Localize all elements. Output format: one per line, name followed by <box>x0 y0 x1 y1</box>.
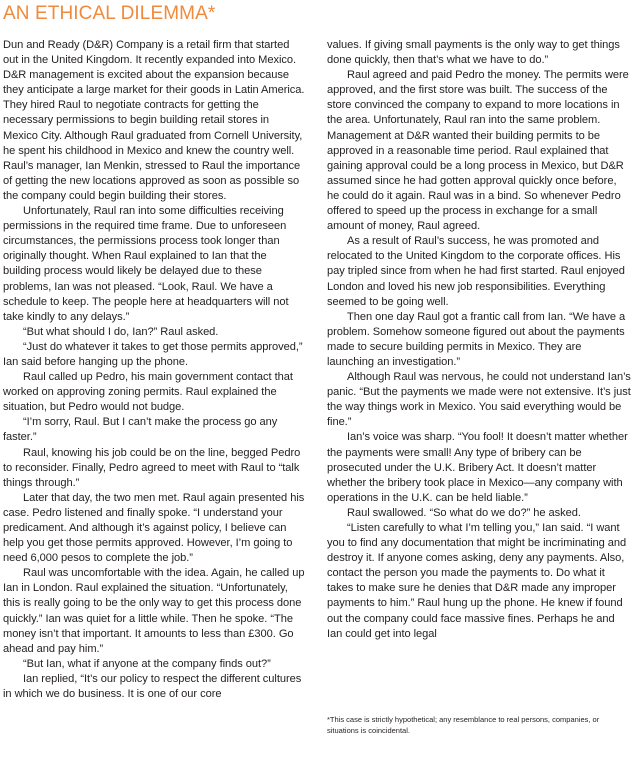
paragraph: values. If giving small payments is the only way to get things done quickly, then that’s what we have to do.” <box>327 39 620 67</box>
paragraph: “But what should I do, Ian?” Raul asked. <box>23 325 219 338</box>
paragraph: Ian replied, “It’s our policy to respect the different cultures in which we do business. It is one of our core <box>3 672 302 701</box>
paragraph: As a result of Raul’s success, he was promoted and relocated to the United Kingdom to the corporate offices. His pay tripled since from when he had first started. Raul enjoyed London and loved his new job responsibilities. Everything seemed to be going well. <box>327 235 625 308</box>
paragraph: Dun and Ready (D&R) Company is a retail firm that started out in the United Kingdom. It recently expanded into Mexico. D&R management is excited about the expansion because they anticipate a large market for their goods in Latin America. They hired Raul to negotiate contracts for getting the necessary permissions to begin building retail stores in Mexico City. Although Raul graduated from Cornell University, he spent his childhood in Mexico and knew the country well. Raul’s manager, Ian Menkin, stressed to Raul the importance of getting the new locations approved as soon as possible so the company could begin building their stores. <box>3 39 305 202</box>
paragraph: Raul was uncomfortable with the idea. Again, he called up Ian in London. Raul explained the situation. “Unfortunately, this is really going to be the only way to get this process done quickly.” Ian was quiet for a little while. Then he spoke. “The money isn’t that important. It amounts to less than £300. Go ahead and pay him.” <box>3 567 305 655</box>
paragraph: “But Ian, what if anyone at the company finds out?” <box>23 657 271 670</box>
paragraph: “Listen carefully to what I’m telling you,” Ian said. “I want you to find any documentation that might be incriminating and destroy it. If anyone comes asking, deny any payments. Also, contact the person you made the payments to. Do what it takes to make sure he denies that D&R made any improper payments to him.” Raul hung up the phone. He knew if found out the company could face massive fines. Perhaps he and Ian could get into legal <box>327 522 627 640</box>
paragraph: Raul agreed and paid Pedro the money. The permits were approved, and the first store was built. The success of the store convinced the company to expand to more locations in the area. Unfortunately, Raul ran into the same problem. Management at D&R wanted their building permits to be approved in a reasonable time period. Raul explained that gaining approval could be a long process in Mexico, but D&R assumed since he had gotten approval quickly once before, he could do it again. Raul was in a bind. So whenever Pedro offered to speed up the process in exchange for a small amount of money, Raul agreed. <box>327 69 629 233</box>
paragraph: Then one day Raul got a frantic call from Ian. “We have a problem. Somehow someone figured out about the payments made to secure building permits in Mexico. They are launching an investigation.” <box>327 310 626 368</box>
paragraph: Raul called up Pedro, his main government contact that worked on approving zoning permits. Raul explained the situation, but Pedro would not budge. <box>3 371 293 414</box>
paragraph: Later that day, the two men met. Raul again presented his case. Pedro listened and finally spoke. “I understand your predicament. And although it’s against policy, I believe can help you get those permits approved. However, I’m going to need 6,000 pesos to complete the job.” <box>3 491 305 565</box>
paragraph: Ian’s voice was sharp. “You fool! It doesn’t matter whether the payments were small! Any type of bribery can be prosecuted under the U.K. Bribery Act. It doesn’t matter whether the bribery took place in Mexico—any company with operations in the U.K. can be held liable.” <box>327 431 628 504</box>
paragraph: Raul swallowed. “So what do we do?” he asked. <box>347 506 581 519</box>
left-column <box>3 38 306 702</box>
paragraph: Although Raul was nervous, he could not understand Ian’s panic. “But the payments we made were not extensive. It’s just the way things work in Mexico. You said everything would be fine.” <box>327 371 631 429</box>
paragraph: Unfortunately, Raul ran into some difficulties receiving permissions in the required time frame. Due to unforeseen circumstances, the permissions process took longer than originally thought. When Raul explained to Ian that the building process would likely be delayed due to these problems, Ian was not pleased. “Look, Raul. We have a schedule to keep. The people here at headquarters will not take kindly to any delays.” <box>3 205 289 323</box>
page-title: AN ETHICAL DILEMMA* <box>3 3 216 24</box>
paragraph: “Just do whatever it takes to get those permits approved,” Ian said before hanging up the phone. <box>3 340 303 368</box>
paragraph: “I’m sorry, Raul. But I can’t make the process go any faster.” <box>3 416 278 444</box>
footnote: *This case is strictly hypothetical; any resemblance to real persons, companies, or situations is coincidental. <box>327 715 600 735</box>
right-column <box>327 38 631 642</box>
paragraph: Raul, knowing his job could be on the line, begged Pedro to reconsider. Finally, Pedro agreed to meet with Raul to “talk things through.” <box>3 446 301 489</box>
